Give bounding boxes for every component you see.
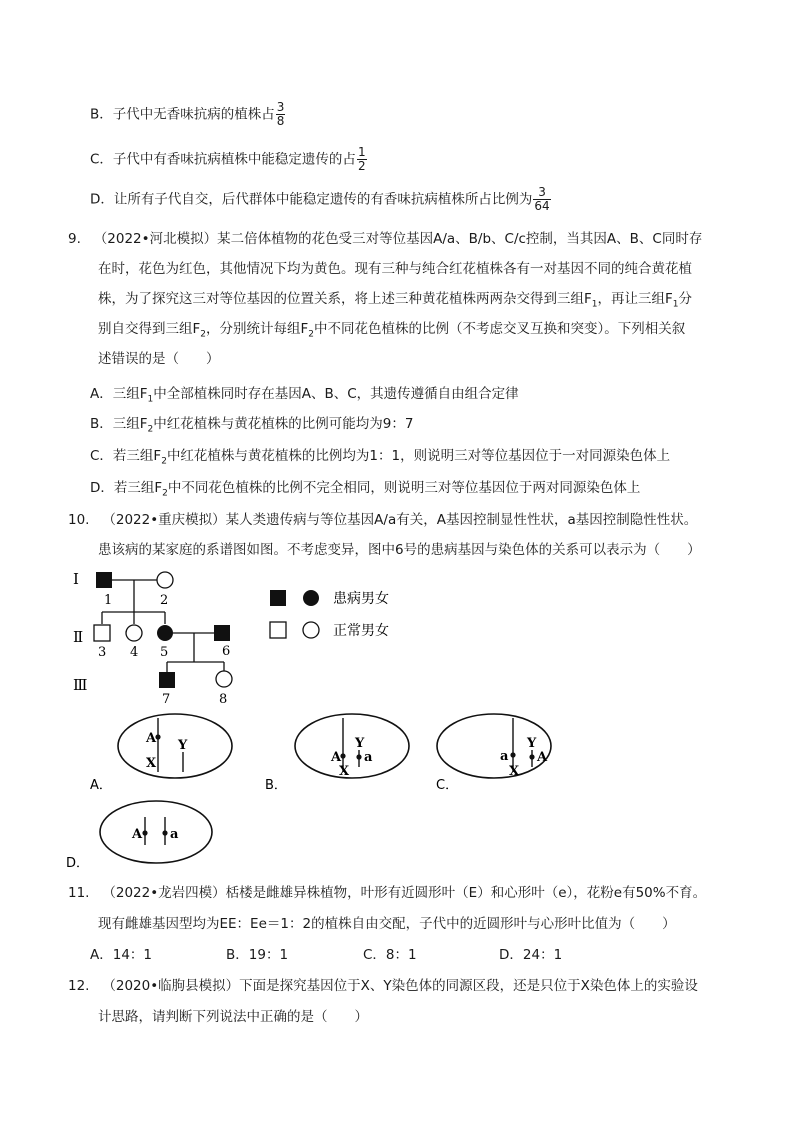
question-9-option-a: A．三组$F_1$中全部植株同时存在基因A、B、C，其遗传遵循自由组合定律 — [90, 386, 519, 405]
question-9-line-3: 株，为了探究这三对等位基因的位置关系，将上述三种黄花植株两两杂交得到三组$F_1$，再让三组$F_1$分 — [98, 291, 692, 310]
option-a-cell — [118, 714, 232, 778]
option-b-label: B． — [265, 778, 287, 793]
option-d-label: D． — [66, 856, 90, 871]
question-10-line-2: 患该病的某家庭的系谱图如图。不考虑变异，图中6号的患病基因与染色体的关系可以表示为（ ） — [98, 542, 701, 558]
option-b-gene-label-2: a — [364, 750, 373, 765]
option-c-gene-marker-1 — [510, 752, 515, 757]
individual-id-4: 4 — [130, 645, 139, 660]
option-d-prev: D．让所有子代自交，后代群体中能稳定遗传的有香味抗病植株所占比例为 $\frac{3}{64}$ — [90, 185, 550, 213]
question-9-line-2: 在时，花色为红色，其他情况下均为黄色。现有三种与纯合红花植株各有一对基因不同的纯合黄花植 — [98, 261, 692, 277]
question-11-line-1: 11. （2022•龙岩四模）栝楼是雌雄异株植物，叶形有近圆形叶（E）和心形叶（e），花粉e有50%不育。 — [68, 885, 707, 901]
individual-id-1: 1 — [104, 593, 113, 608]
individual-id-6: 6 — [222, 644, 231, 659]
individual-6-affected-male — [214, 625, 230, 641]
legend-normal-male-symbol — [270, 622, 286, 638]
individual-id-2: 2 — [160, 593, 169, 608]
individual-id-8: 8 — [219, 692, 228, 707]
question-9-line-4: 别自交得到三组$F_2$，分别统计每组$F_2$中不同花色植株的比例（不考虑交叉互换和突变）。下列相关叙 — [98, 321, 686, 340]
question-9-line-1: 9. （2022•河北模拟）某二倍体植物的花色受三对等位基因A/a、B/b、C/c控制，当其因A、B、C同时存 — [68, 231, 703, 247]
individual-id-3: 3 — [98, 645, 107, 660]
individual-id-7: 7 — [162, 692, 171, 707]
individual-3-normal-male — [94, 625, 110, 641]
individual-4-normal-female — [126, 625, 142, 641]
option-d-gene-label-2: a — [170, 827, 179, 842]
question-9-option-d: D．若三组$F_2$中不同花色植株的比例不完全相同，则说明三对等位基因位于两对同源染色体上 — [90, 480, 641, 499]
option-c-prev: C．子代中有香味抗病植株中能稳定遗传的占 $\frac{1}{2}$ — [90, 145, 366, 173]
generation-label-1: Ⅰ — [73, 570, 79, 588]
option-c-label: C． — [436, 778, 459, 793]
option-b-gene-marker-2 — [356, 754, 361, 759]
option-c-gene-label-2: A — [537, 750, 548, 765]
option-c-gene-marker-2 — [529, 754, 534, 759]
individual-7-affected-male — [159, 672, 175, 688]
option-a-label: A． — [90, 778, 112, 793]
question-10-line-1: 10. （2022•重庆模拟）某人类遗传病与等位基因A/a有关，A基因控制显性性状，a基因控制隐性性状。 — [68, 512, 698, 528]
option-d-gene-label-1: A — [132, 827, 143, 842]
option-d-gene-marker-1 — [142, 830, 147, 835]
individual-1-affected-male — [96, 572, 112, 588]
option-d-cell — [100, 801, 212, 863]
question-12-line-1: 12. （2020•临朐县模拟）下面是探究基因位于X、Y染色体的同源区段，还是只位于X染色体上的实验设 — [68, 978, 698, 994]
question-11-line-2: 现有雌雄基因型均为EE：Ee＝1：2的植株自由交配，子代中的近圆形叶与心形叶比值为（ ） — [98, 916, 676, 932]
option-a-gene-marker — [155, 734, 160, 739]
option-a-y-label: Y — [178, 738, 188, 753]
option-b-gene-label-1: A — [331, 750, 342, 765]
option-b-cell — [295, 714, 409, 778]
generation-label-3: Ⅲ — [73, 676, 88, 694]
question-9-option-c: C．若三组$F_2$中红花植株与黄花植株的比例均为1：1，则说明三对等位基因位于一对同源染色体上 — [90, 448, 671, 467]
legend-normal-label: 正常男女 — [333, 623, 389, 639]
question-12-line-2: 计思路，请判断下列说法中正确的是（ ） — [98, 1009, 368, 1025]
individual-8-normal-female — [216, 671, 232, 687]
option-c-gene-label-1: a — [500, 749, 509, 764]
option-c-y-label: Y — [527, 736, 537, 751]
individual-5-affected-female — [157, 625, 173, 641]
question-11-option-d: D．24：1 — [499, 947, 563, 963]
option-b-prev: B．子代中无香味抗病的植株占 $\frac{3}{8}$ — [90, 100, 285, 128]
legend-affected-female-symbol — [303, 590, 319, 606]
legend-affected-label: 患病男女 — [333, 591, 389, 607]
option-b-gene-marker-1 — [340, 753, 345, 758]
individual-id-5: 5 — [160, 645, 169, 660]
option-c-x-label: X — [509, 764, 520, 779]
question-11-option-b: B．19：1 — [226, 947, 289, 963]
option-b-y-label: Y — [355, 736, 365, 751]
question-11-option-a: A．14：1 — [90, 947, 153, 963]
fraction: $\frac{3}{64}$ — [534, 185, 550, 213]
fraction: $\frac{1}{2}$ — [357, 145, 366, 173]
legend-normal-female-symbol — [303, 622, 319, 638]
option-b-x-label: X — [339, 764, 350, 779]
option-a-x-label: X — [146, 756, 157, 771]
generation-label-2: Ⅱ — [73, 628, 84, 646]
question-9-line-5: 述错误的是（ ） — [98, 351, 220, 367]
option-a-gene-label: A — [146, 731, 157, 746]
question-9-option-b: B．三组$F_2$中红花植株与黄花植株的比例可能均为9：7 — [90, 416, 414, 435]
option-d-gene-marker-2 — [162, 830, 167, 835]
legend-affected-male-symbol — [270, 590, 286, 606]
fraction: $\frac{3}{8}$ — [276, 100, 285, 128]
question-11-option-c: C．8：1 — [363, 947, 417, 963]
individual-2-normal-female — [157, 572, 173, 588]
